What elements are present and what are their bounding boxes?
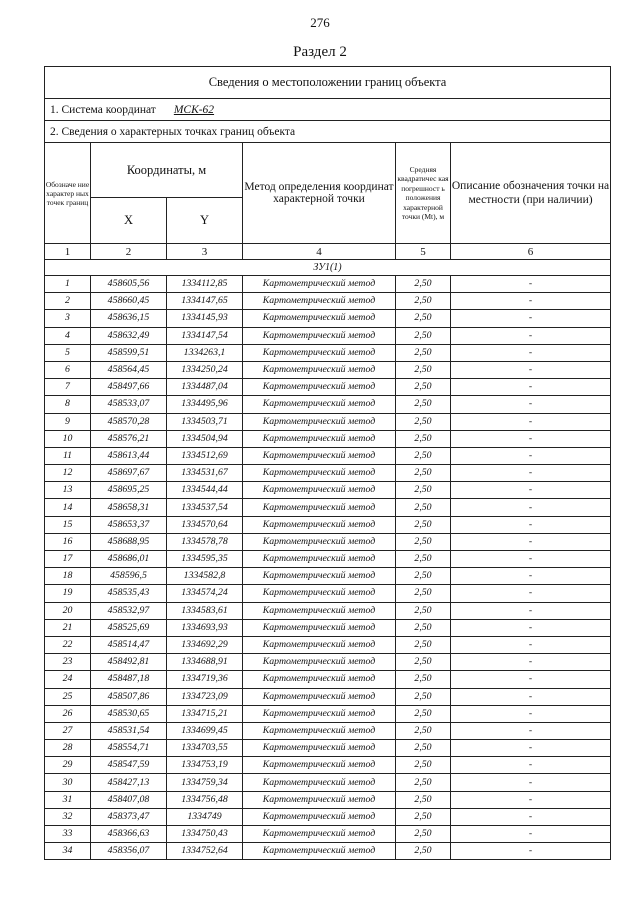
- accuracy-cell: 2,50: [396, 447, 451, 464]
- column-number: 1: [45, 244, 91, 260]
- accuracy-cell: 2,50: [396, 293, 451, 310]
- description-cell: -: [451, 447, 611, 464]
- table-row: [45, 327, 611, 344]
- table-row: [45, 276, 611, 293]
- description-cell: -: [451, 636, 611, 653]
- accuracy-cell: 2,50: [396, 516, 451, 533]
- accuracy-cell: 2,50: [396, 740, 451, 757]
- x-coordinate-cell: 458497,66: [91, 379, 167, 396]
- accuracy-cell: 2,50: [396, 551, 451, 568]
- point-number-cell: 9: [45, 413, 91, 430]
- point-number-cell: 20: [45, 602, 91, 619]
- page-number: 276: [310, 15, 330, 30]
- point-number-cell: 30: [45, 774, 91, 791]
- point-number-cell: 18: [45, 568, 91, 585]
- x-coordinate-cell: 458605,56: [91, 276, 167, 293]
- description-cell: -: [451, 516, 611, 533]
- accuracy-cell: 2,50: [396, 602, 451, 619]
- parcel-label: ЗУ1(1): [45, 260, 611, 276]
- point-number-cell: 17: [45, 551, 91, 568]
- x-coordinate-cell: 458487,18: [91, 671, 167, 688]
- table-row: [45, 344, 611, 361]
- method-cell: Картометрический метод: [243, 396, 396, 413]
- table-row: [45, 826, 611, 843]
- description-cell: -: [451, 482, 611, 499]
- description-cell: -: [451, 654, 611, 671]
- column-number: 5: [396, 244, 451, 260]
- y-coordinate-cell: 1334723,09: [167, 688, 243, 705]
- x-coordinate-cell: 458554,71: [91, 740, 167, 757]
- point-number-cell: 21: [45, 619, 91, 636]
- method-cell: Картометрический метод: [243, 413, 396, 430]
- y-coordinate-cell: 1334582,8: [167, 568, 243, 585]
- point-number-cell: 22: [45, 636, 91, 653]
- method-cell: Картометрический метод: [243, 533, 396, 550]
- coordinate-system-label: 1. Система координат: [50, 103, 156, 116]
- method-cell: Картометрический метод: [243, 568, 396, 585]
- x-coordinate-cell: 458531,54: [91, 722, 167, 739]
- accuracy-cell: 2,50: [396, 654, 451, 671]
- accuracy-cell: 2,50: [396, 808, 451, 825]
- y-coordinate-cell: 1334512,69: [167, 447, 243, 464]
- point-number-cell: 3: [45, 310, 91, 327]
- point-number-cell: 8: [45, 396, 91, 413]
- y-coordinate-cell: 1334703,55: [167, 740, 243, 757]
- x-coordinate-cell: 458697,67: [91, 465, 167, 482]
- method-cell: Картометрический метод: [243, 602, 396, 619]
- description-cell: -: [451, 379, 611, 396]
- method-cell: Картометрический метод: [243, 843, 396, 860]
- x-coordinate-cell: 458576,21: [91, 430, 167, 447]
- method-cell: Картометрический метод: [243, 482, 396, 499]
- table-row: [45, 757, 611, 774]
- point-number-cell: 23: [45, 654, 91, 671]
- table-row: [45, 705, 611, 722]
- accuracy-cell: 2,50: [396, 636, 451, 653]
- accuracy-cell: 2,50: [396, 791, 451, 808]
- method-cell: Картометрический метод: [243, 688, 396, 705]
- x-coordinate-cell: 458532,97: [91, 602, 167, 619]
- table-row: [45, 688, 611, 705]
- description-cell: -: [451, 774, 611, 791]
- method-cell: Картометрический метод: [243, 327, 396, 344]
- y-coordinate-cell: 1334752,64: [167, 843, 243, 860]
- point-number-cell: 13: [45, 482, 91, 499]
- x-coordinate-cell: 458688,95: [91, 533, 167, 550]
- method-cell: Картометрический метод: [243, 276, 396, 293]
- point-number-cell: 25: [45, 688, 91, 705]
- header-method: Метод определения координат характерной точки: [243, 143, 396, 244]
- y-coordinate-cell: 1334583,61: [167, 602, 243, 619]
- point-number-cell: 15: [45, 516, 91, 533]
- accuracy-cell: 2,50: [396, 826, 451, 843]
- method-cell: Картометрический метод: [243, 447, 396, 464]
- accuracy-cell: 2,50: [396, 361, 451, 378]
- y-coordinate-cell: 1334749: [167, 808, 243, 825]
- y-coordinate-cell: 1334145,93: [167, 310, 243, 327]
- method-cell: Картометрический метод: [243, 619, 396, 636]
- header-accuracy: Средняя квадратичес кая погрешност ь положения характерной точки (Mt), м: [396, 143, 451, 244]
- accuracy-cell: 2,50: [396, 396, 451, 413]
- y-coordinate-cell: 1334759,34: [167, 774, 243, 791]
- x-coordinate-cell: 458533,07: [91, 396, 167, 413]
- point-number-cell: 28: [45, 740, 91, 757]
- point-number-cell: 1: [45, 276, 91, 293]
- y-coordinate-cell: 1334693,93: [167, 619, 243, 636]
- table-row: [45, 722, 611, 739]
- method-cell: Картометрический метод: [243, 310, 396, 327]
- x-coordinate-cell: 458695,25: [91, 482, 167, 499]
- description-cell: -: [451, 826, 611, 843]
- point-number-cell: 29: [45, 757, 91, 774]
- table-row: [45, 636, 611, 653]
- accuracy-cell: 2,50: [396, 774, 451, 791]
- point-number-cell: 32: [45, 808, 91, 825]
- table-row: [45, 843, 611, 860]
- x-coordinate-cell: 458356,07: [91, 843, 167, 860]
- description-cell: -: [451, 293, 611, 310]
- column-number: 6: [451, 244, 611, 260]
- y-coordinate-cell: 1334574,24: [167, 585, 243, 602]
- header-y: Y: [167, 198, 243, 244]
- table-row: [45, 482, 611, 499]
- table-row: [45, 396, 611, 413]
- point-number-cell: 2: [45, 293, 91, 310]
- table-title: Сведения о местоположении границ объекта: [45, 67, 611, 99]
- point-number-cell: 33: [45, 826, 91, 843]
- method-cell: Картометрический метод: [243, 808, 396, 825]
- y-coordinate-cell: 1334503,71: [167, 413, 243, 430]
- table-row: [45, 499, 611, 516]
- description-cell: -: [451, 585, 611, 602]
- description-cell: -: [451, 722, 611, 739]
- x-coordinate-cell: 458373,47: [91, 808, 167, 825]
- description-cell: -: [451, 843, 611, 860]
- method-cell: Картометрический метод: [243, 774, 396, 791]
- method-cell: Картометрический метод: [243, 722, 396, 739]
- x-coordinate-cell: 458407,08: [91, 791, 167, 808]
- accuracy-cell: 2,50: [396, 757, 451, 774]
- description-cell: -: [451, 413, 611, 430]
- y-coordinate-cell: 1334692,29: [167, 636, 243, 653]
- table-row: [45, 516, 611, 533]
- description-cell: -: [451, 396, 611, 413]
- description-cell: -: [451, 310, 611, 327]
- method-cell: Картометрический метод: [243, 361, 396, 378]
- column-number: 4: [243, 244, 396, 260]
- x-coordinate-cell: 458613,44: [91, 447, 167, 464]
- accuracy-cell: 2,50: [396, 310, 451, 327]
- y-coordinate-cell: 1334544,44: [167, 482, 243, 499]
- point-number-cell: 14: [45, 499, 91, 516]
- x-coordinate-cell: 458427,13: [91, 774, 167, 791]
- coordinate-system-value: МСК-62: [173, 103, 215, 116]
- description-cell: -: [451, 740, 611, 757]
- point-number-cell: 7: [45, 379, 91, 396]
- accuracy-cell: 2,50: [396, 379, 451, 396]
- method-cell: Картометрический метод: [243, 379, 396, 396]
- table-row: [45, 791, 611, 808]
- y-coordinate-cell: 1334699,45: [167, 722, 243, 739]
- x-coordinate-cell: 458564,45: [91, 361, 167, 378]
- method-cell: Картометрический метод: [243, 826, 396, 843]
- method-cell: Картометрический метод: [243, 757, 396, 774]
- table-row: [45, 447, 611, 464]
- point-number-cell: 5: [45, 344, 91, 361]
- description-cell: -: [451, 705, 611, 722]
- accuracy-cell: 2,50: [396, 413, 451, 430]
- method-cell: Картометрический метод: [243, 671, 396, 688]
- point-number-cell: 27: [45, 722, 91, 739]
- y-coordinate-cell: 1334250,24: [167, 361, 243, 378]
- accuracy-cell: 2,50: [396, 499, 451, 516]
- x-coordinate-cell: 458596,5: [91, 568, 167, 585]
- description-cell: -: [451, 602, 611, 619]
- accuracy-cell: 2,50: [396, 482, 451, 499]
- description-cell: -: [451, 551, 611, 568]
- description-cell: -: [451, 533, 611, 550]
- method-cell: Картометрический метод: [243, 791, 396, 808]
- y-coordinate-cell: 1334531,67: [167, 465, 243, 482]
- table-row: [45, 361, 611, 378]
- description-cell: -: [451, 430, 611, 447]
- table-row: [45, 430, 611, 447]
- x-coordinate-cell: 458525,69: [91, 619, 167, 636]
- accuracy-cell: 2,50: [396, 465, 451, 482]
- table-row: [45, 465, 611, 482]
- accuracy-cell: 2,50: [396, 327, 451, 344]
- y-coordinate-cell: 1334537,54: [167, 499, 243, 516]
- description-cell: -: [451, 276, 611, 293]
- x-coordinate-cell: 458686,01: [91, 551, 167, 568]
- method-cell: Картометрический метод: [243, 293, 396, 310]
- boundary-points-table: [44, 66, 611, 860]
- y-coordinate-cell: 1334147,65: [167, 293, 243, 310]
- x-coordinate-cell: 458507,86: [91, 688, 167, 705]
- y-coordinate-cell: 1334595,35: [167, 551, 243, 568]
- point-number-cell: 31: [45, 791, 91, 808]
- method-cell: Картометрический метод: [243, 654, 396, 671]
- description-cell: -: [451, 568, 611, 585]
- table-row: [45, 413, 611, 430]
- method-cell: Картометрический метод: [243, 465, 396, 482]
- method-cell: Картометрический метод: [243, 585, 396, 602]
- point-number-cell: 19: [45, 585, 91, 602]
- accuracy-cell: 2,50: [396, 671, 451, 688]
- column-number: 3: [167, 244, 243, 260]
- table-row: [45, 568, 611, 585]
- point-number-cell: 12: [45, 465, 91, 482]
- method-cell: Картометрический метод: [243, 705, 396, 722]
- accuracy-cell: 2,50: [396, 705, 451, 722]
- description-cell: -: [451, 757, 611, 774]
- method-cell: Картометрический метод: [243, 516, 396, 533]
- table-row: [45, 533, 611, 550]
- x-coordinate-cell: 458599,51: [91, 344, 167, 361]
- accuracy-cell: 2,50: [396, 619, 451, 636]
- points-section-label: 2. Сведения о характерных точках границ объекта: [45, 121, 611, 143]
- y-coordinate-cell: 1334756,48: [167, 791, 243, 808]
- table-row: [45, 310, 611, 327]
- point-number-cell: 4: [45, 327, 91, 344]
- y-coordinate-cell: 1334578,78: [167, 533, 243, 550]
- method-cell: Картометрический метод: [243, 499, 396, 516]
- accuracy-cell: 2,50: [396, 722, 451, 739]
- description-cell: -: [451, 465, 611, 482]
- table-row: [45, 808, 611, 825]
- description-cell: -: [451, 344, 611, 361]
- point-number-cell: 6: [45, 361, 91, 378]
- x-coordinate-cell: 458514,47: [91, 636, 167, 653]
- description-cell: -: [451, 791, 611, 808]
- point-number-cell: 24: [45, 671, 91, 688]
- column-number: 2: [91, 244, 167, 260]
- table-row: [45, 551, 611, 568]
- y-coordinate-cell: 1334688,91: [167, 654, 243, 671]
- description-cell: -: [451, 619, 611, 636]
- x-coordinate-cell: 458636,15: [91, 310, 167, 327]
- table-row: [45, 602, 611, 619]
- y-coordinate-cell: 1334750,43: [167, 826, 243, 843]
- x-coordinate-cell: 458547,59: [91, 757, 167, 774]
- y-coordinate-cell: 1334495,96: [167, 396, 243, 413]
- method-cell: Картометрический метод: [243, 344, 396, 361]
- y-coordinate-cell: 1334263,1: [167, 344, 243, 361]
- accuracy-cell: 2,50: [396, 276, 451, 293]
- table-row: [45, 654, 611, 671]
- accuracy-cell: 2,50: [396, 843, 451, 860]
- point-number-cell: 26: [45, 705, 91, 722]
- point-number-cell: 10: [45, 430, 91, 447]
- y-coordinate-cell: 1334504,94: [167, 430, 243, 447]
- section-title: Раздел 2: [293, 44, 347, 60]
- table-row: [45, 379, 611, 396]
- x-coordinate-cell: 458366,63: [91, 826, 167, 843]
- method-cell: Картометрический метод: [243, 551, 396, 568]
- method-cell: Картометрический метод: [243, 740, 396, 757]
- x-coordinate-cell: 458570,28: [91, 413, 167, 430]
- header-coordinates: Координаты, м: [91, 143, 243, 198]
- point-number-cell: 11: [45, 447, 91, 464]
- description-cell: -: [451, 688, 611, 705]
- header-x: X: [91, 198, 167, 244]
- y-coordinate-cell: 1334147,54: [167, 327, 243, 344]
- x-coordinate-cell: 458632,49: [91, 327, 167, 344]
- accuracy-cell: 2,50: [396, 533, 451, 550]
- point-number-cell: 16: [45, 533, 91, 550]
- x-coordinate-cell: 458653,37: [91, 516, 167, 533]
- accuracy-cell: 2,50: [396, 430, 451, 447]
- method-cell: Картометрический метод: [243, 636, 396, 653]
- y-coordinate-cell: 1334112,85: [167, 276, 243, 293]
- y-coordinate-cell: 1334719,36: [167, 671, 243, 688]
- x-coordinate-cell: 458658,31: [91, 499, 167, 516]
- table-row: [45, 619, 611, 636]
- header-description: Описание обозначения точки на местности (при наличии): [451, 143, 611, 244]
- coordinate-system-row: [45, 99, 611, 121]
- accuracy-cell: 2,50: [396, 585, 451, 602]
- description-cell: -: [451, 361, 611, 378]
- description-cell: -: [451, 499, 611, 516]
- y-coordinate-cell: 1334570,64: [167, 516, 243, 533]
- y-coordinate-cell: 1334715,21: [167, 705, 243, 722]
- description-cell: -: [451, 808, 611, 825]
- header-point: Обозначе ние характер ных точек границ: [45, 143, 91, 244]
- y-coordinate-cell: 1334487,04: [167, 379, 243, 396]
- table-row: [45, 774, 611, 791]
- point-number-cell: 34: [45, 843, 91, 860]
- x-coordinate-cell: 458660,45: [91, 293, 167, 310]
- table-row: [45, 740, 611, 757]
- accuracy-cell: 2,50: [396, 688, 451, 705]
- x-coordinate-cell: 458530,65: [91, 705, 167, 722]
- description-cell: -: [451, 671, 611, 688]
- table-row: [45, 293, 611, 310]
- accuracy-cell: 2,50: [396, 568, 451, 585]
- table-row: [45, 671, 611, 688]
- x-coordinate-cell: 458492,81: [91, 654, 167, 671]
- accuracy-cell: 2,50: [396, 344, 451, 361]
- method-cell: Картометрический метод: [243, 430, 396, 447]
- table-row: [45, 585, 611, 602]
- y-coordinate-cell: 1334753,19: [167, 757, 243, 774]
- description-cell: -: [451, 327, 611, 344]
- x-coordinate-cell: 458535,43: [91, 585, 167, 602]
